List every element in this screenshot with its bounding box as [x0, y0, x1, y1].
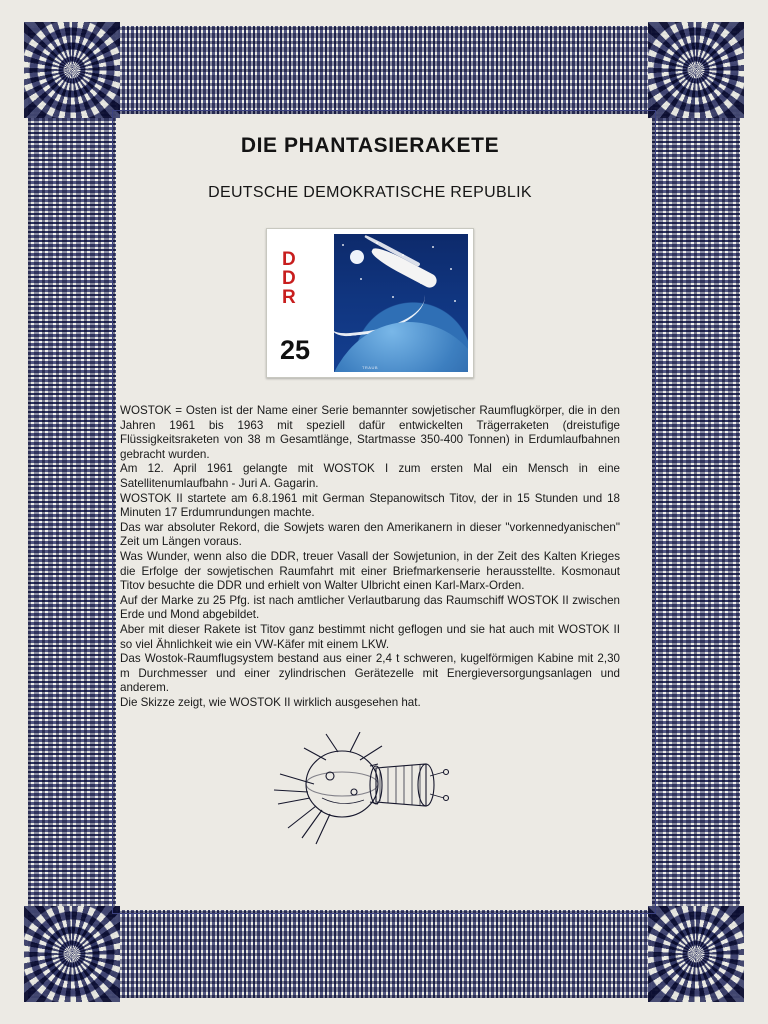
- star-icon: [376, 242, 378, 244]
- page-subtitle: DEUTSCHE DEMOKRATISCHE REPUBLIK: [208, 184, 532, 201]
- star-icon: [342, 244, 344, 246]
- paragraph: Das Wostok-Raumflugsystem bestand aus einer 2,4 t schweren, kugelförmigen Kabine mit 2,30 m Durchmesser und einer zylindrischen Gerätezelle mit Energieversorgungsanlagen und anderem.: [120, 652, 620, 695]
- article-text: [120, 404, 620, 710]
- border-band-right: [652, 26, 740, 998]
- border-corner-bottom-left: [24, 906, 120, 1002]
- stamp-engraver-caption: TRAUB: [361, 365, 379, 370]
- border-corner-bottom-right: [648, 906, 744, 1002]
- border-band-left: [28, 26, 116, 998]
- border-band-top: [28, 26, 740, 114]
- postage-stamp: [266, 228, 474, 378]
- paragraph: Die Skizze zeigt, wie WOSTOK II wirklich ausgesehen hat.: [120, 695, 421, 709]
- border-corner-top-right: [648, 22, 744, 118]
- paragraph: Am 12. April 1961 gelangte mit WOSTOK I zum ersten Mal ein Mensch in eine Satellitenumlaufbahn - Juri A. Gagarin.: [120, 462, 620, 490]
- paragraph: Aber mit dieser Rakete ist Titov ganz bestimmt nicht geflogen und sie hat auch mit WOSTOK II so viel Ähnlichkeit wie ein VW-Käfer mit einem LKW.: [120, 622, 620, 651]
- stamp-artwork: [272, 234, 468, 372]
- stamp-letter-1: D: [282, 249, 297, 270]
- paragraph: WOSTOK II startete am 6.8.1961 mit German Stepanowitsch Titov, der in 15 Stunden und 18 Minuten 17 Erdumrundungen machte.: [120, 491, 620, 520]
- wostok-spacecraft-sketch-icon: [230, 732, 510, 862]
- star-icon: [360, 278, 362, 280]
- page-title: DIE PHANTASIERAKETE: [240, 134, 500, 157]
- paragraph: Auf der Marke zu 25 Pfg. ist nach amtlicher Verlautbarung das Raumschiff WOSTOK II zwischen Erde und Mond abgebildet.: [120, 593, 620, 622]
- paragraph: WOSTOK = Osten ist der Name einer Serie bemannter sowjetischer Raumflugkörper, die in den Jahren 1961 bis 1963 mit speziell dafür entwickelten Trägerraketen (dreistufige Flüssigkeitsraketen von 38 m Gesamtlänge, Startmasse 350-400 Tonnen) in Erdumlaufbahnen gebracht wurden.: [120, 404, 620, 461]
- border-corner-top-left: [24, 22, 120, 118]
- stamp-left-panel: [272, 234, 334, 372]
- moon-icon: [350, 250, 364, 264]
- star-icon: [454, 300, 456, 302]
- star-icon: [432, 246, 434, 248]
- border-band-bottom: [28, 910, 740, 998]
- star-icon: [450, 268, 452, 270]
- sketch-container: [120, 732, 620, 862]
- stamp-letter-2: D: [282, 268, 297, 289]
- stamp-container: [120, 228, 620, 378]
- stamp-country-letters: [282, 250, 297, 307]
- star-icon: [402, 254, 404, 256]
- stamp-denomination: 25: [280, 335, 311, 365]
- paragraph: Was Wunder, wenn also die DDR, treuer Vasall der Sowjetunion, in der Zeit des Kalten Krieges die Erfolge der sowjetischen Raumfahrt mit einer Briefmarkenserie herausstellte. Kosmonaut Titov besuchte die DDR und erhielt von Walter Ulbricht einen Karl-Marx-Orden.: [120, 549, 620, 593]
- paragraph: Das war absoluter Rekord, die Sowjets waren den Amerikanern in dieser "vorkennedyanischen" Zeit um Längen voraus.: [120, 520, 620, 549]
- stamp-letter-3: R: [282, 287, 297, 308]
- page-content: [120, 118, 620, 908]
